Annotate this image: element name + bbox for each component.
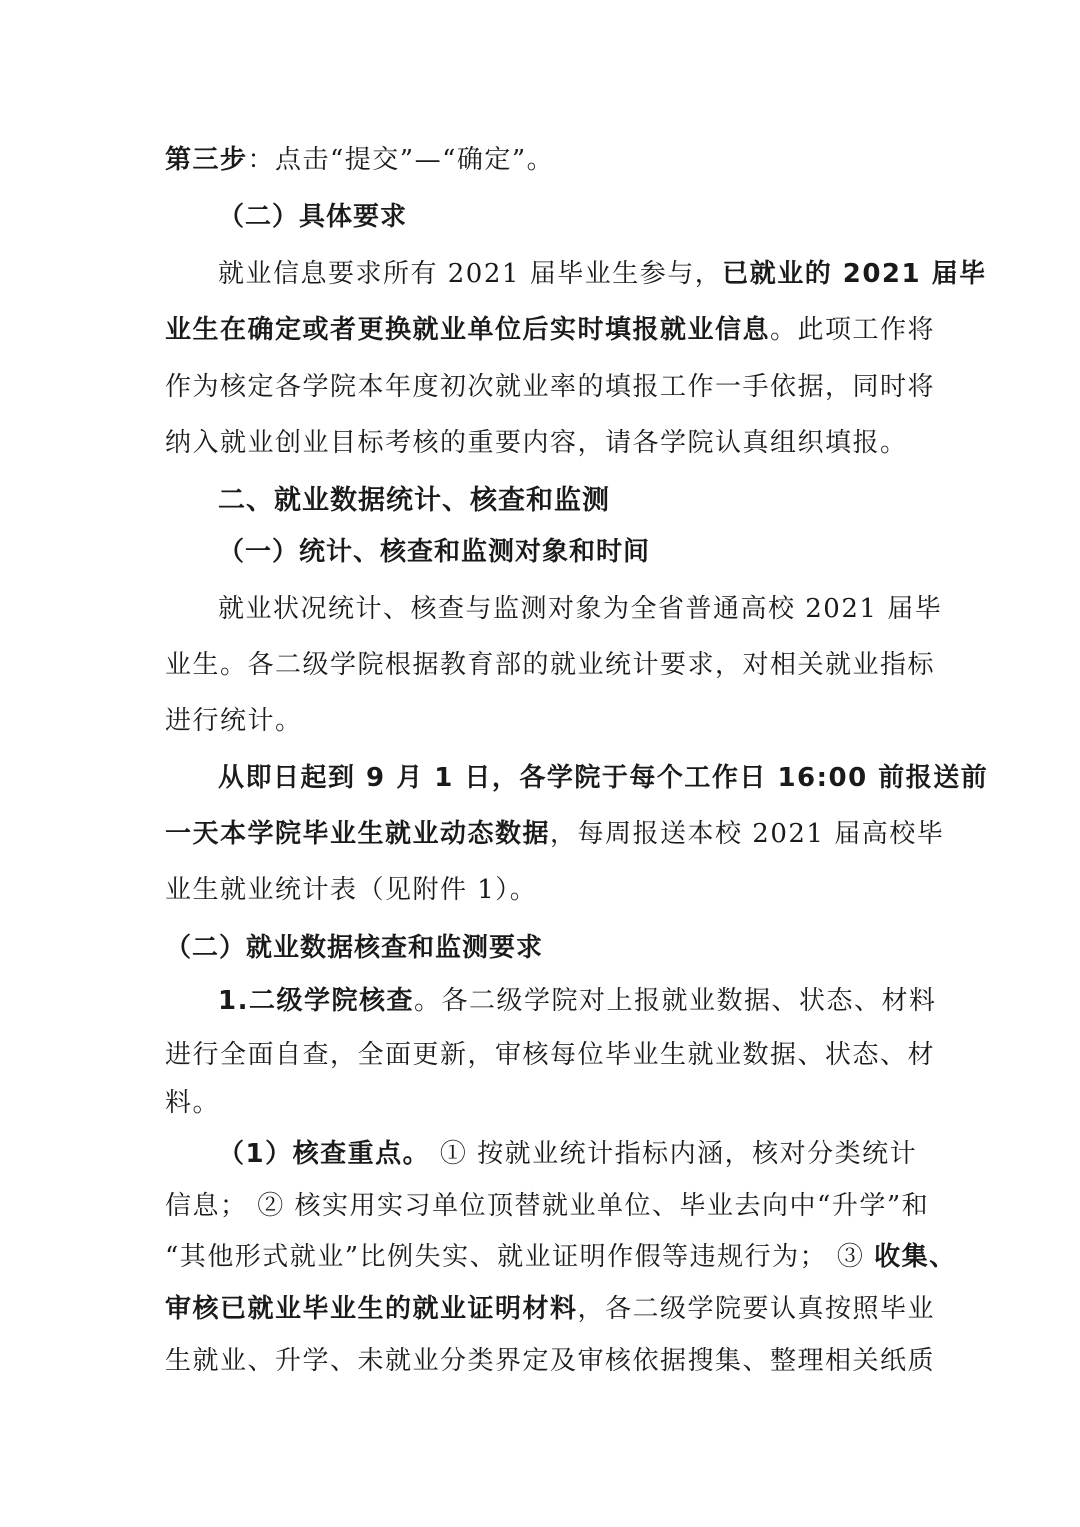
para5-line4 [165, 1292, 936, 1326]
section2-title: 二、就业数据统计、核查和监测 [218, 485, 610, 516]
para1-line3: 作为核定各学院本年度初次就业率的填报工作一手依据，同时将 [165, 372, 936, 402]
para3-line2 [165, 817, 945, 851]
sec2b-title: （二）就业数据核查和监测要求 [165, 933, 544, 963]
step3-text: ：点击“提交”—“确定”。 [247, 145, 555, 175]
para5-line3-a: “其他形式就业”比例失实、就业证明作假等违规行为； ③ [165, 1242, 875, 1272]
para1-line4: 纳入就业创业目标考核的重要内容，请各学院认真组织填报。 [165, 428, 908, 458]
para1-line2-b: 。此项工作将 [770, 315, 936, 345]
para5-line3-b: 收集、 [874, 1242, 957, 1272]
para5-line5: 生就业、升学、未就业分类界定及审核依据搜集、整理相关纸质 [165, 1346, 936, 1376]
para3-line3: 业生就业统计表（见附件 1）。 [165, 875, 538, 905]
para2-line1: 就业状况统计、核查与监测对象为全省普通高校 2021 届毕 [218, 594, 943, 624]
para5-line1 [218, 1137, 917, 1171]
para5-line2: 信息； ② 核实用实习单位顶替就业单位、毕业去向中“升学”和 [165, 1191, 930, 1221]
para4-line1-b: 。各二级学院对上报就业数据、状态、材料 [413, 986, 937, 1016]
para1-line2-a: 业生在确定或者更换就业单位后实时填报就业信息 [165, 315, 771, 345]
para1-line2 [165, 313, 936, 347]
para3-line2-a: 一天本学院毕业生就业动态数据 [165, 819, 551, 849]
para1-line1-a: 就业信息要求所有 2021 届毕业生参与， [218, 259, 723, 289]
para5-line4-b: ，各二级学院要认真按照毕业 [577, 1294, 936, 1324]
para5-line1-b: ① 按就业统计指标内涵，核对分类统计 [430, 1139, 918, 1169]
para3-line1: 从即日起到 9 月 1 日，各学院于每个工作日 16:00 前报送前 [218, 763, 989, 793]
para5-line4-a: 审核已就业毕业生的就业证明材料 [165, 1294, 578, 1324]
step3-label: 第三步 [165, 145, 248, 175]
para1-line1-b: 已就业的 2021 届毕 [722, 259, 987, 289]
para2-line2: 业生。各二级学院根据教育部的就业统计要求，对相关就业指标 [165, 650, 936, 680]
para3-line2-b: ，每周报送本校 2021 届高校毕 [550, 819, 945, 849]
para5-line3 [165, 1240, 957, 1274]
para4-line1 [218, 984, 937, 1018]
para2-line3: 进行统计。 [165, 706, 303, 736]
sec2a-title: （一）统计、核查和监测对象和时间 [218, 537, 651, 567]
para4-line3: 料。 [165, 1088, 221, 1118]
sec-b-title: （二）具体要求 [218, 202, 408, 232]
para4-line1-a: 1.二级学院核查 [218, 986, 414, 1016]
step3-line [165, 143, 917, 177]
para1-line1 [218, 257, 987, 291]
para4-line2: 进行全面自查，全面更新，审核每位毕业生就业数据、状态、材 [165, 1040, 936, 1070]
para5-line1-a: （1）核查重点。 [218, 1139, 431, 1169]
